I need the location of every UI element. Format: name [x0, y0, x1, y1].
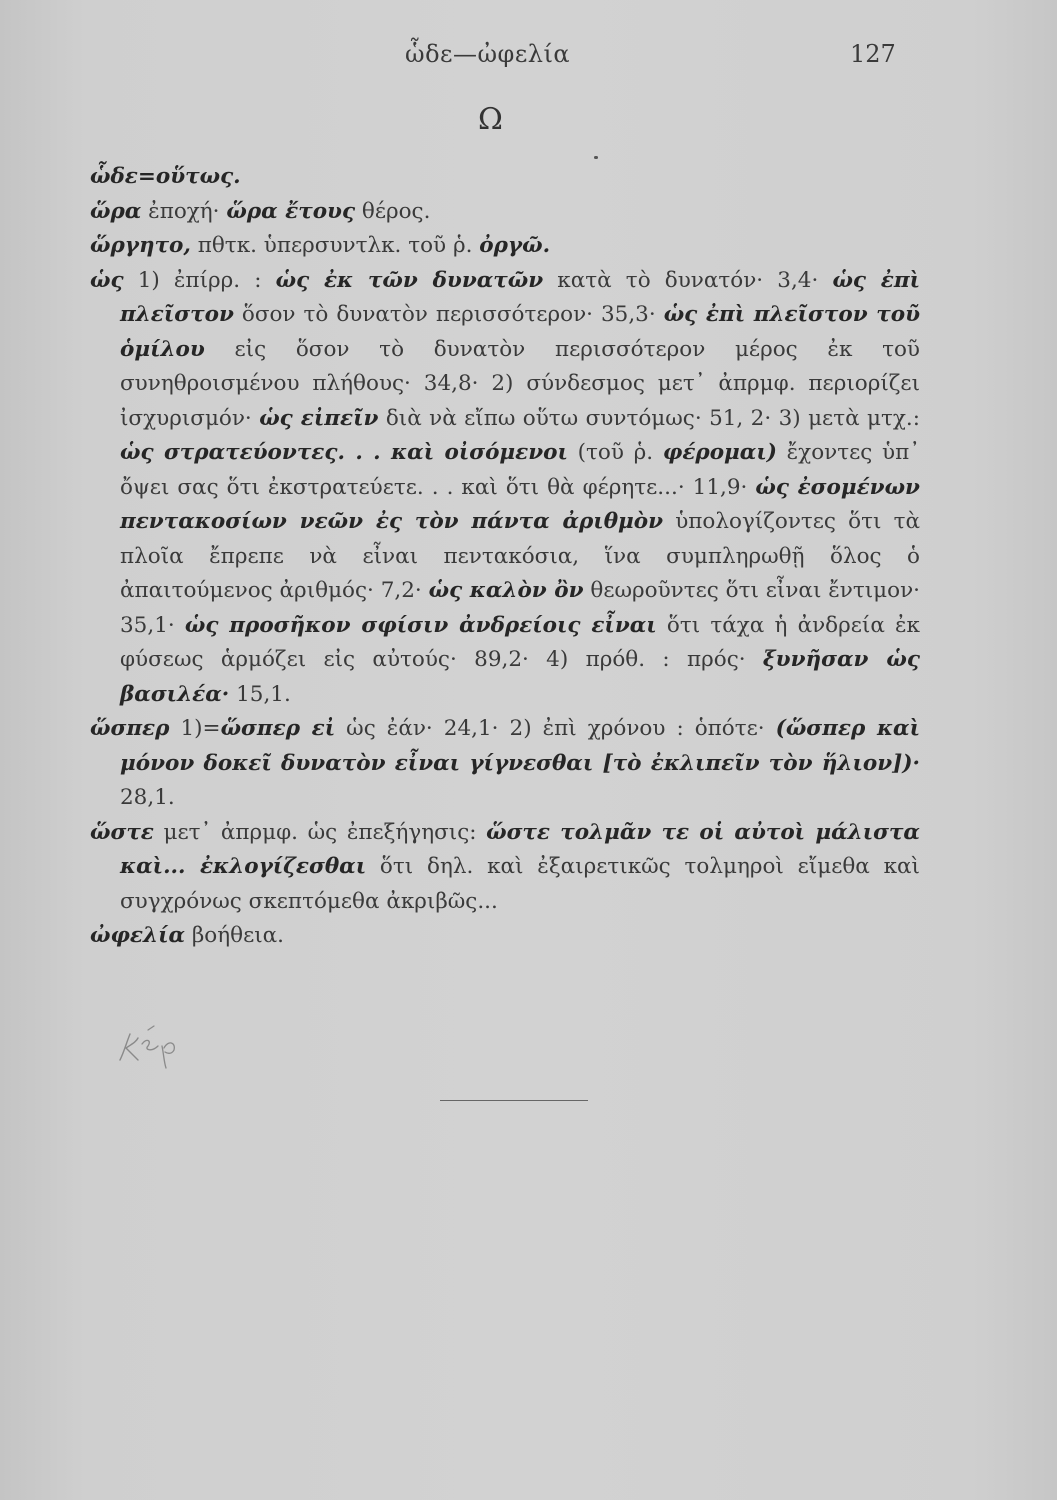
entry-gloss-text: βοήθεια.	[185, 923, 284, 948]
entry-greek-phrase: ὥσπερ εἰ	[220, 716, 336, 741]
entry-gloss-text: 15,1.	[229, 681, 291, 707]
glossary-entry	[90, 264, 920, 713]
page-number: 127	[850, 40, 896, 68]
entry-greek-phrase: ὡς προσῆκον σφίσιν ἀνδρείοις εἶναι	[184, 612, 657, 638]
handwritten-marginal-note	[112, 1022, 202, 1072]
entry-greek-phrase: ὡς ἐπὶ πλεῖστον τοῦ ὁμίλου	[120, 302, 920, 362]
entry-greek-phrase: ὥρα	[90, 198, 142, 224]
entry-greek-phrase: ὥργητο,	[90, 233, 191, 258]
entry-gloss-text: ἐποχή·	[141, 198, 227, 224]
end-rule	[440, 1100, 588, 1101]
entry-gloss-text: πθτκ. ὑπερσυντλκ. τοῦ ῥ.	[190, 233, 480, 258]
entry-greek-phrase: ὡς καλὸν ὂν	[428, 578, 584, 603]
glossary-entry	[90, 712, 920, 816]
entry-gloss-text: διὰ νὰ εἴπω οὕτω συντόμως· 51, 2· 3) μετὰ μτχ.:	[378, 405, 920, 431]
glossary-entry	[90, 160, 920, 195]
entry-greek-phrase: ὡς	[90, 267, 124, 293]
entry-gloss-text: ὅσον τὸ δυνατὸν περισσότερον· 35,3·	[233, 302, 664, 327]
entry-gloss-text: 28,1.	[120, 785, 175, 810]
entry-greek-phrase: φέρομαι)	[662, 440, 777, 465]
entry-greek-phrase: ὠφελία	[90, 923, 186, 948]
entry-greek-phrase: ξυνῆσαν ὡς βασιλέα·	[120, 647, 920, 707]
section-letter: Ω	[478, 102, 503, 137]
entry-greek-phrase: (ὥσπερ καὶ μόνον δοκεῖ δυνατὸν εἶναι γίγνεσθαι [τὸ ἐκλιπεῖν τὸν ἥλιον])·	[120, 716, 921, 776]
entry-gloss-text: ὑπολογίζοντες ὅτι τὰ πλοῖα ἔπρεπε νὰ εἶναι πεντακόσια, ἵνα συμπληρωθῇ ὅλος ὁ ἀπαιτούμενος ἀριθμός· 7,2·	[120, 509, 920, 603]
entry-gloss-text: μετ᾽ ἀπρμφ. ὡς ἐπεξήγησις:	[153, 819, 487, 845]
entry-greek-phrase: ὥσπερ	[90, 716, 170, 741]
entry-gloss-text: ὅτι τάχα ἡ ἀνδρεία ἐκ φύσεως ἁρμόζει εἰς αὐτούς· 89,2· 4) πρόθ. : πρός·	[120, 612, 920, 672]
entry-gloss-text: ἔχοντες ὑπ᾽ ὄψει σας ὅτι ἐκστρατεύετε. . . καὶ ὅτι θὰ φέρητε...· 11,9·	[120, 440, 920, 500]
entry-gloss-text: 1)=	[169, 716, 221, 741]
entry-greek-phrase: ὡς ἐκ τῶν δυνατῶν	[275, 267, 544, 293]
entry-gloss-text: 1) ἐπίρρ. :	[123, 267, 276, 293]
entry-greek-phrase: ὥστε	[90, 819, 154, 845]
paper-speck	[594, 156, 598, 159]
entry-gloss-text: θέρος.	[355, 198, 431, 224]
entry-greek-phrase: ὥστε τολμᾶν τε οἱ αὐτοὶ μάλιστα καὶ... ἐκλογίζεσθαι	[120, 819, 920, 879]
running-head-title: ὧδε—ὠφελία	[405, 40, 571, 68]
glossary-entry	[90, 229, 920, 264]
entry-greek-phrase: ὡς εἰπεῖν	[259, 405, 379, 431]
entry-gloss-text: ὡς ἐάν· 24,1· 2) ἐπὶ χρόνου : ὁπότε·	[335, 716, 776, 741]
entry-gloss-text: ὅτι δηλ. καὶ ἐξαιρετικῶς τολμηροὶ εἴμεθα καὶ συγχρόνως σκεπτόμεθα ἀκριβῶς...	[120, 854, 920, 914]
entry-greek-phrase: ὡς ἐσομένων πεντακοσίων νεῶν ἐς τὸν πάντα ἀριθμὸν	[120, 474, 920, 534]
entry-greek-phrase: ὡς ἐπὶ πλεῖστον	[120, 267, 920, 327]
entry-greek-phrase: ὧδε=οὕτως.	[90, 164, 241, 189]
running-head	[0, 40, 990, 74]
glossary-entries	[90, 160, 920, 954]
entry-gloss-text: (τοῦ ῥ.	[567, 440, 663, 465]
entry-greek-phrase: ὥρα ἔτους	[226, 198, 356, 224]
glossary-entry	[90, 195, 920, 230]
entry-gloss-text: κατὰ τὸ δυνατόν· 3,4·	[543, 267, 833, 293]
entry-gloss-text: θεωροῦντες ὅτι εἶναι ἔντιμον· 35,1·	[120, 578, 920, 638]
glossary-entry	[90, 919, 920, 954]
entry-greek-phrase: ὀργῶ.	[479, 233, 551, 258]
glossary-entry	[90, 816, 920, 920]
entry-gloss-text: εἰς ὅσον τὸ δυνατὸν περισσότερον μέρος ἐκ τοῦ συνηθροισμένου πλήθους· 34,8· 2) σύνδεσμος μετ᾽ ἀπρμφ. περιορίζει ἰσχυρισμόν·	[120, 336, 920, 431]
entry-greek-phrase: ὡς στρατεύοντες. . . καὶ οἰσόμενοι	[120, 440, 568, 465]
